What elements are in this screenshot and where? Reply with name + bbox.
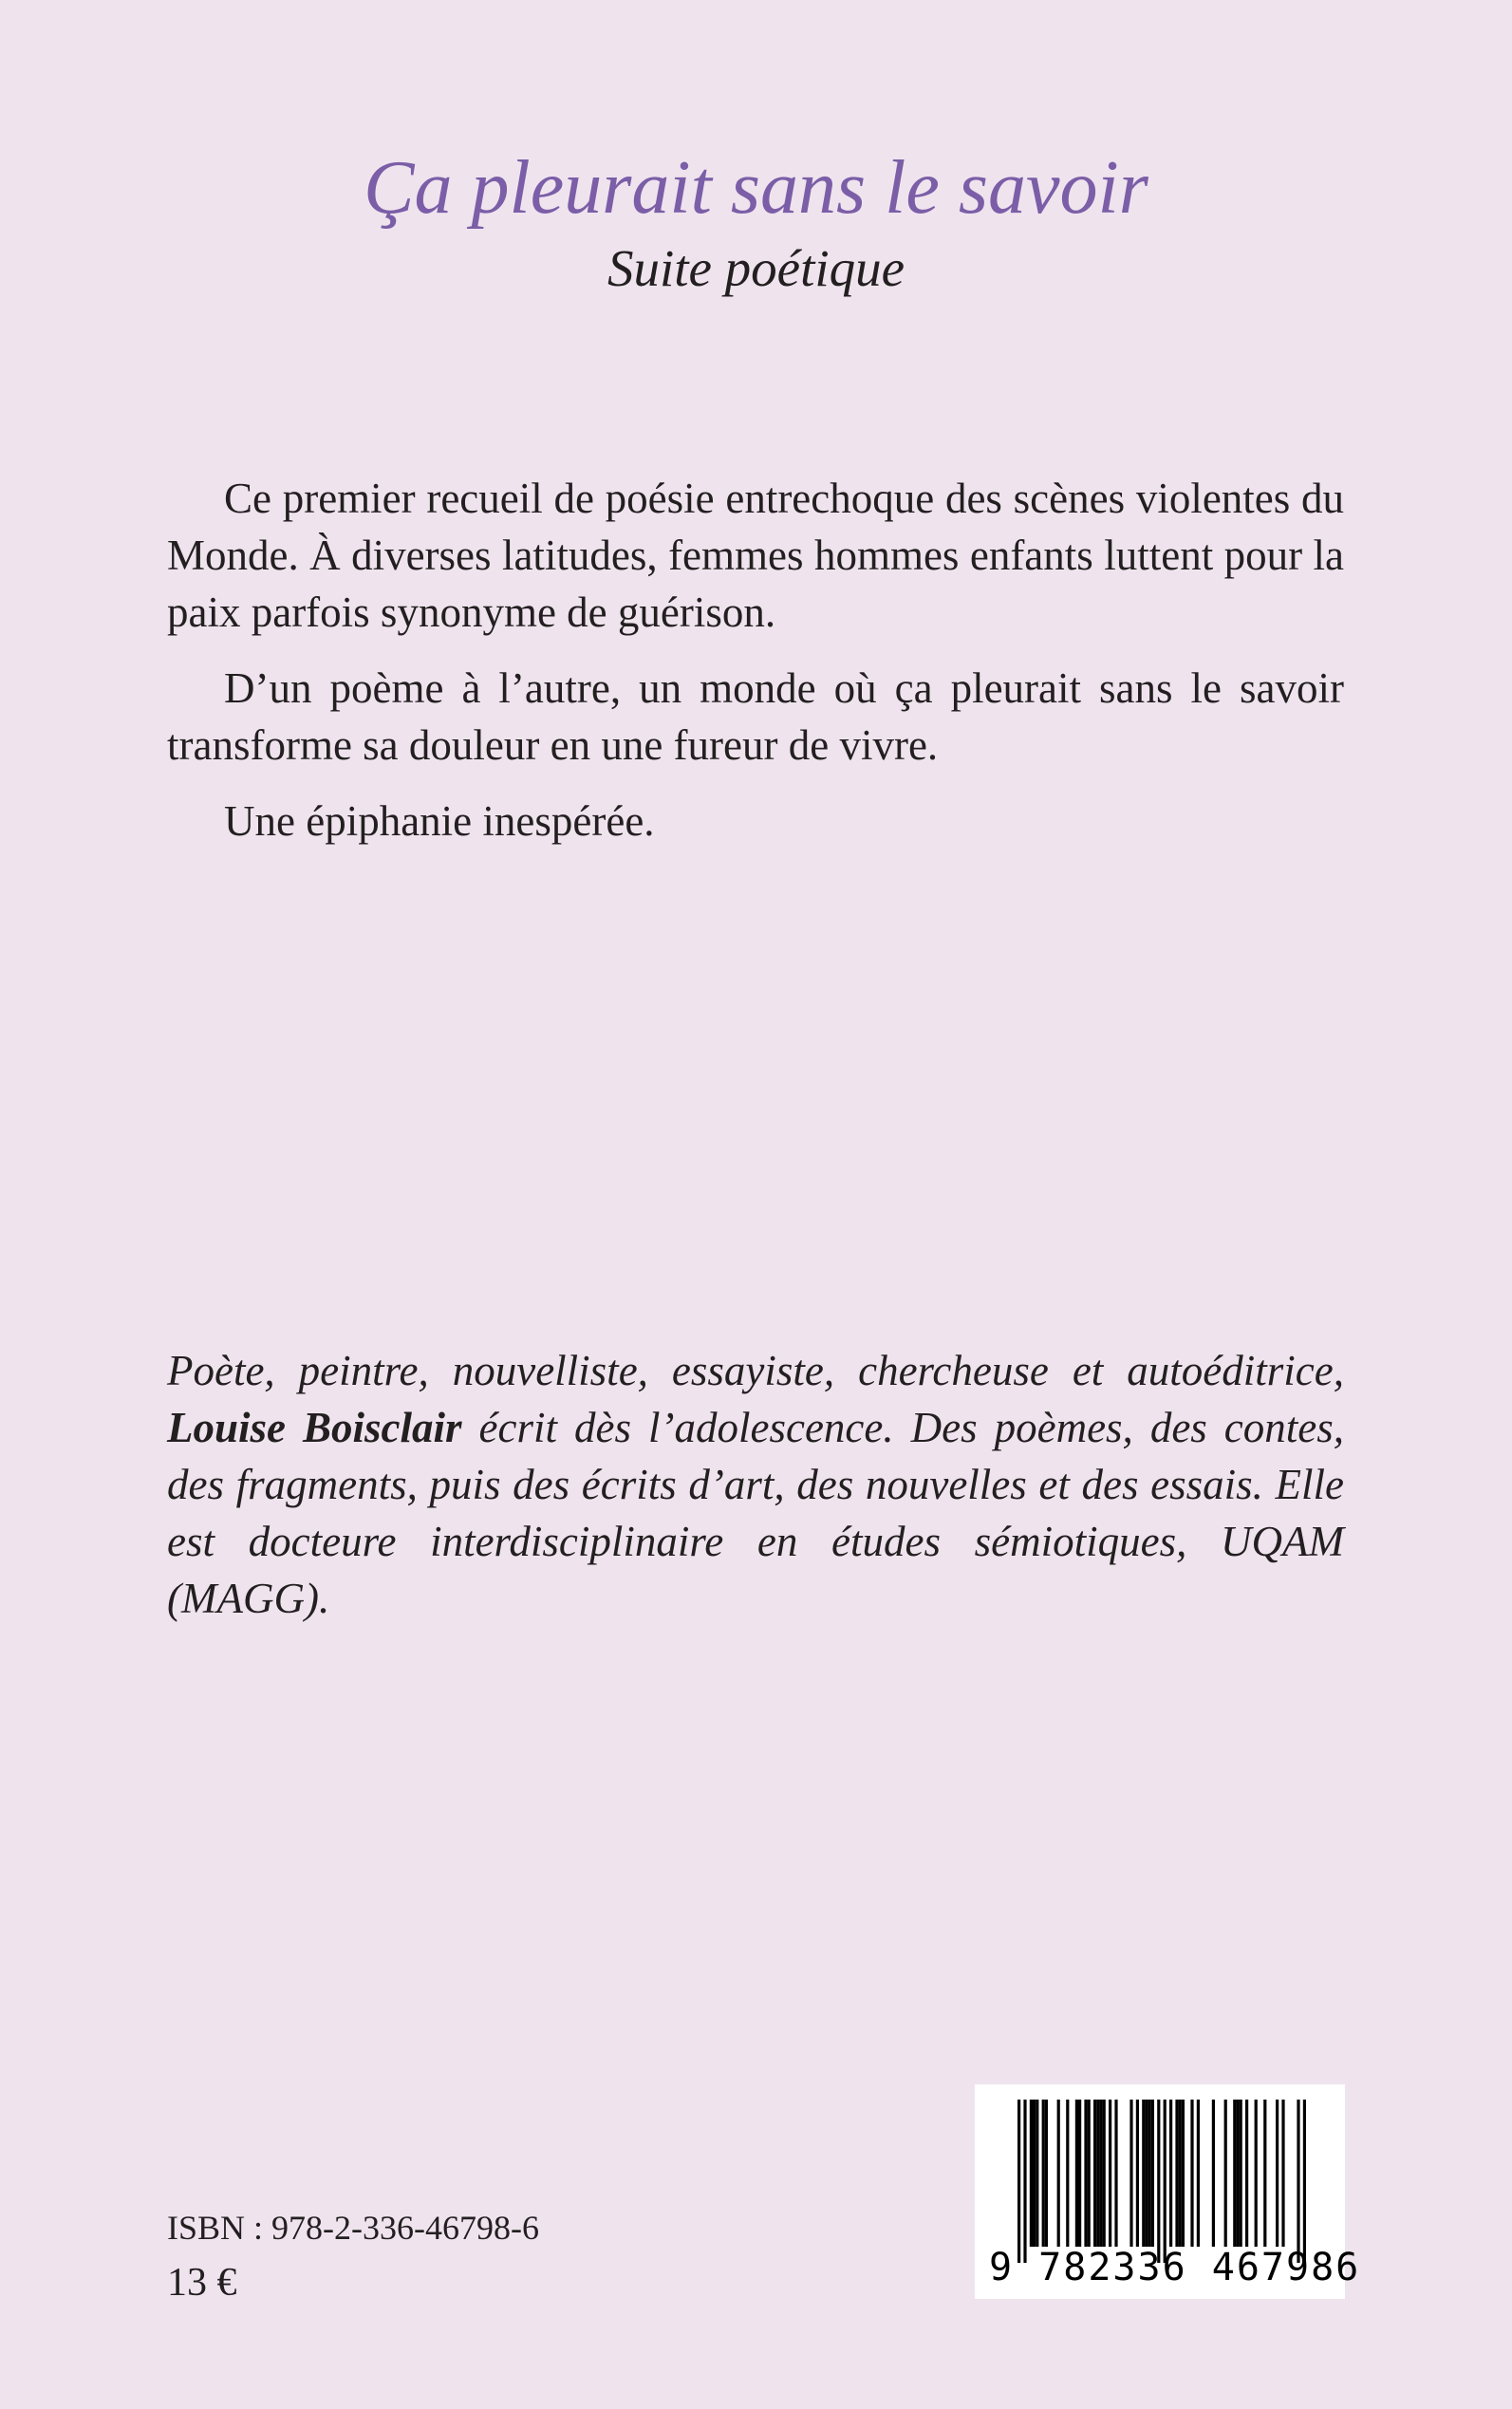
barcode-bar — [1255, 2100, 1258, 2247]
barcode-bar — [1197, 2100, 1200, 2247]
barcode-bar — [1303, 2100, 1306, 2263]
barcode-bar — [1169, 2100, 1172, 2247]
barcode-bar — [1240, 2100, 1242, 2247]
barcode-bar — [1075, 2100, 1078, 2247]
barcode-bar — [1151, 2100, 1154, 2247]
blurb-paragraph: D’un poème à l’autre, un monde où ça pleurait sans le savoir transforme sa douleur en une fureur de vivre. — [167, 664, 1344, 769]
barcode-bar — [1042, 2100, 1045, 2247]
barcode-bar — [1103, 2100, 1106, 2247]
back-cover-blurb — [167, 470, 1344, 868]
barcode-bar — [1276, 2100, 1279, 2247]
barcode-bar — [1190, 2100, 1193, 2247]
isbn: ISBN : 978-2-336-46798-6 — [167, 2209, 539, 2247]
author-bio — [167, 1342, 1344, 1627]
bio-intro: Poète, peintre, nouvelliste, essayiste, chercheuse et autoéditrice, — [167, 1347, 1344, 1394]
barcode-bar — [1148, 2100, 1151, 2247]
barcode-bar — [1142, 2100, 1145, 2247]
barcode — [975, 2084, 1361, 2299]
barcode-bar — [1224, 2100, 1227, 2247]
barcode-bar — [1088, 2100, 1091, 2247]
barcode-bar — [1297, 2100, 1299, 2263]
barcode-bar — [1109, 2100, 1111, 2247]
barcode-bar — [1066, 2100, 1069, 2247]
barcode-bar — [1129, 2100, 1132, 2247]
barcode-bar — [1017, 2100, 1020, 2263]
barcode-bar — [1182, 2100, 1185, 2247]
barcode-bar — [1096, 2100, 1099, 2247]
barcode-bar — [1023, 2100, 1026, 2263]
barcode-bar — [1281, 2100, 1284, 2247]
barcode-bar — [1084, 2100, 1087, 2247]
barcode-bar — [1157, 2100, 1160, 2263]
barcode-bar — [1093, 2100, 1096, 2247]
blurb-paragraph: Une épiphanie inespérée. — [224, 797, 655, 845]
barcode-bar — [1263, 2100, 1266, 2247]
barcode-bar — [1057, 2100, 1060, 2247]
barcode-bar — [1036, 2100, 1038, 2247]
barcode-bar — [1114, 2100, 1117, 2247]
barcode-digits: 9 782336 467986 — [989, 2246, 1361, 2289]
barcode-bar — [1099, 2100, 1102, 2247]
book-subtitle: Suite poétique — [607, 239, 905, 297]
barcode-bar — [1045, 2100, 1048, 2247]
barcode-bar — [1164, 2100, 1167, 2263]
author-name: Louise Boisclair — [167, 1404, 462, 1451]
barcode-bar — [1030, 2100, 1033, 2247]
barcode-bar — [1245, 2100, 1248, 2247]
barcode-bar — [1212, 2100, 1215, 2247]
book-title: Ça pleurait sans le savoir — [364, 146, 1148, 230]
barcode-bar — [1033, 2100, 1036, 2247]
barcode-bar — [1236, 2100, 1239, 2247]
barcode-bar — [1145, 2100, 1148, 2247]
barcode-bar — [1175, 2100, 1178, 2247]
blurb-paragraph: Ce premier recueil de poésie entrechoque des scènes violentes du Monde. À diverses latitudes, femmes hommes enfants luttent pour la paix parfois synonyme de guérison. — [167, 475, 1344, 636]
barcode-bar — [1136, 2100, 1139, 2247]
price: 13 € — [167, 2261, 237, 2305]
barcode-bar — [1179, 2100, 1182, 2247]
barcode-bar — [1078, 2100, 1081, 2247]
barcode-bar — [1233, 2100, 1236, 2247]
bio-text: écrit dès l’adolescence. Des poèmes, des contes, des fragments, puis des écrits d’art, des nouvelles et des essais. Elle est docteure interdisciplinaire en études sémiotiques, UQAM (MAGG). — [167, 1404, 1345, 1622]
